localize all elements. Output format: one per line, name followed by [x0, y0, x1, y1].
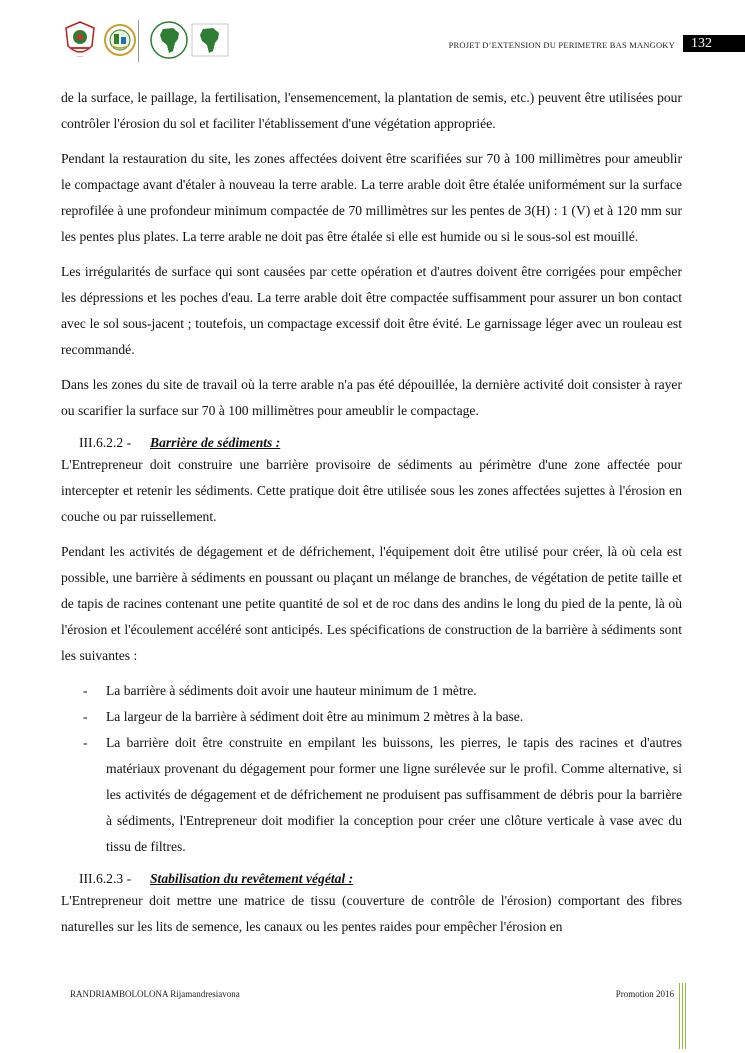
section-number: III.6.2.3 - [79, 871, 132, 886]
paragraph: L'Entrepreneur doit construire une barrière provisoire de sédiments au périmètre d'une zone affectée pour intercepter et retenir les sédiments. Cette pratique doit être utilisée sous les zones affectées sujettes à l'érosion en couche ou par ruissellement. [61, 457, 682, 524]
paragraph: Pendant la restauration du site, les zones affectées doivent être scarifiées sur 70 à 100 millimètres pour ameublir le compactage avant d'étaler à nouveau la terre arable. La terre arable doit être étalée uniformément sur la surface reprofilée à une profondeur minimum compactée de 70 millimètres sur les pentes de 3(H) : 1 (V) et à 120 mm sur les pentes plus plates. La terre arable ne doit pas être étalée si elle est humide ou si le sous-sol est mouillé. [61, 151, 682, 244]
footer-author: RANDRIAMBOLOLONA Rijamandresiavona [70, 989, 240, 999]
section-title: Barrière de sédiments : [150, 435, 281, 450]
university-logo [63, 20, 97, 60]
header-title: PROJET D’EXTENSION DU PERIMETRE BAS MANGOKY [448, 40, 675, 50]
section-heading [61, 433, 682, 452]
page-number: 132 [683, 35, 745, 52]
afdb-africa-logo-2 [191, 20, 229, 60]
section-heading [61, 869, 682, 888]
section-title: Stabilisation du revêtement végétal : [150, 871, 354, 886]
document-body [61, 85, 682, 949]
list-item: - La barrière à sédiments doit avoir une hauteur minimum de 1 mètre. [61, 678, 682, 704]
afdb-africa-logo-1 [149, 20, 189, 60]
logo-divider [138, 20, 139, 62]
institute-logo [103, 20, 137, 60]
svg-text:~~~: ~~~ [76, 54, 84, 59]
paragraph: Pendant les activités de dégagement et de défrichement, l'équipement doit être utilisé pour créer, là où cela est possible, une barrière à sédiments en poussant ou plaçant un mélange de branches, de végétation de petite taille et de tapis de racines contenant une petite quantité de sol et de roc dans des andins le long du pied de la pente, là où l'érosion et l'écoulement accéléré sont anticipés. Les spécifications de construction de la barrière à sédiments sont les suivantes : [61, 544, 682, 663]
footer-decoration [679, 983, 689, 1049]
paragraph: L'Entrepreneur doit mettre une matrice de tissu (couverture de contrôle de l'érosion) comportant des fibres naturelles sur les lits de semence, les canaux ou les pentes raides pour empêcher l'érosion en [61, 893, 682, 934]
paragraph: Les irrégularités de surface qui sont causées par cette opération et d'autres doivent être corrigées pour empêcher les dépressions et les poches d'eau. La terre arable doit être compactée suffisamment pour assurer un bon contact avec le sol sous-jacent ; toutefois, un compactage excessif doit être évité. Le garnissage léger avec un rouleau est recommandé. [61, 264, 682, 357]
footer-promotion: Promotion 2016 [615, 989, 674, 999]
list-item: - La barrière doit être construite en empilant les buissons, les pierres, le tapis des racines et d'autres matériaux provenant du dégagement pour former une ligne surélevée sur le profil. Comme alternative, si les activités de dégagement et de défrichement ne produisent pas suffisamment de débris pour la barrière à sédiments, l'Entrepreneur doit modifier la conception pour créer une clôture verticale à vase avec du tissu de filtres. [61, 730, 682, 860]
paragraph: de la surface, le paillage, la fertilisation, l'ensemencement, la plantation de semis, etc.) peuvent être utilisées pour contrôler l'érosion du sol et faciliter l'établissement d'une végétation appropriée. [61, 90, 682, 131]
bullet-list [61, 678, 682, 860]
list-item: - La largeur de la barrière à sédiment doit être au minimum 2 mètres à la base. [61, 704, 682, 730]
paragraph: Dans les zones du site de travail où la terre arable n'a pas été dépouillée, la dernière activité doit consister à rayer ou scarifier la surface sur 70 à 100 millimètres pour ameublir le compactage. [61, 377, 682, 418]
section-number: III.6.2.2 - [79, 435, 132, 450]
